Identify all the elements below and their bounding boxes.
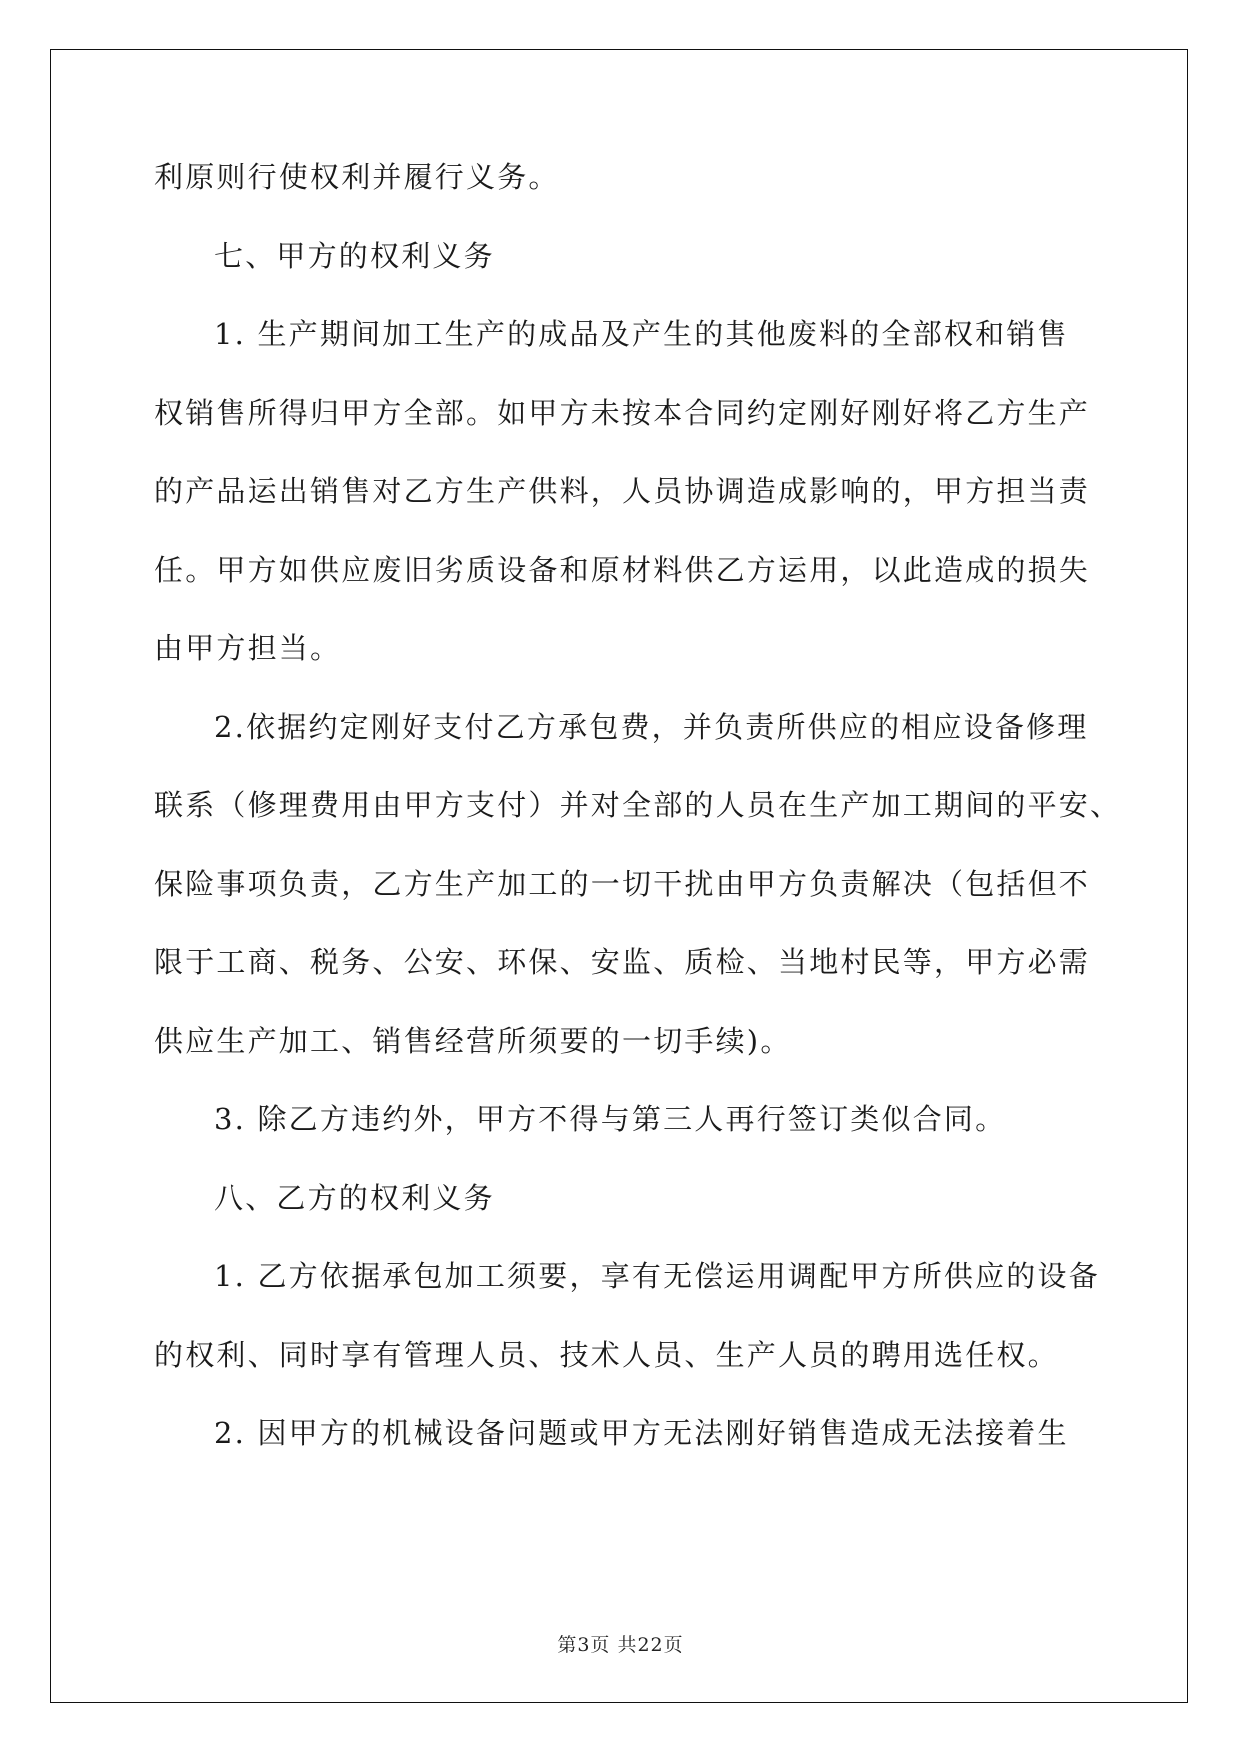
page-number-footer: 第3页 共22页	[557, 1634, 684, 1656]
text-line: 1. 乙方依据承包加工须要，享有无偿运用调配甲方所供应的设备	[214, 1259, 1100, 1293]
text-line: 利原则行使权利并履行义务。	[154, 160, 560, 194]
text-line: 联系（修理费用由甲方支付）并对全部的人员在生产加工期间的平安、	[154, 788, 1122, 822]
section-heading: 八、乙方的权利义务	[214, 1180, 495, 1215]
text-line: 的产品运出销售对乙方生产供料，人员协调造成影响的，甲方担当责	[154, 474, 1091, 508]
text-line: 保险事项负责，乙方生产加工的一切干扰由甲方负责解决（包括但不	[154, 866, 1091, 901]
text-line: 任。甲方如供应废旧劣质设备和原材料供乙方运用，以此造成的损失	[154, 552, 1091, 587]
text-line: 供应生产加工、销售经营所须要的一切手续)。	[154, 1023, 792, 1058]
text-line: 2.依据约定刚好支付乙方承包费，并负责所供应的相应设备修理	[214, 709, 1089, 744]
text-line: 由甲方担当。	[154, 631, 342, 665]
document-body	[154, 160, 1122, 1495]
text-line: 2. 因甲方的机械设备问题或甲方无法刚好销售造成无法接着生	[214, 1416, 1069, 1450]
text-line: 3. 除乙方违约外，甲方不得与第三人再行签订类似合同。	[214, 1102, 1007, 1136]
section-heading: 七、甲方的权利义务	[214, 238, 495, 273]
text-line: 权销售所得归甲方全部。如甲方未按本合同约定刚好刚好将乙方生产	[154, 395, 1091, 430]
text-line: 限于工商、税务、公安、环保、安监、质检、当地村民等，甲方必需	[154, 945, 1091, 979]
text-line: 1. 生产期间加工生产的成品及产生的其他废料的全部权和销售	[214, 317, 1069, 351]
text-line: 的权利、同时享有管理人员、技术人员、生产人员的聘用选任权。	[154, 1337, 1059, 1372]
